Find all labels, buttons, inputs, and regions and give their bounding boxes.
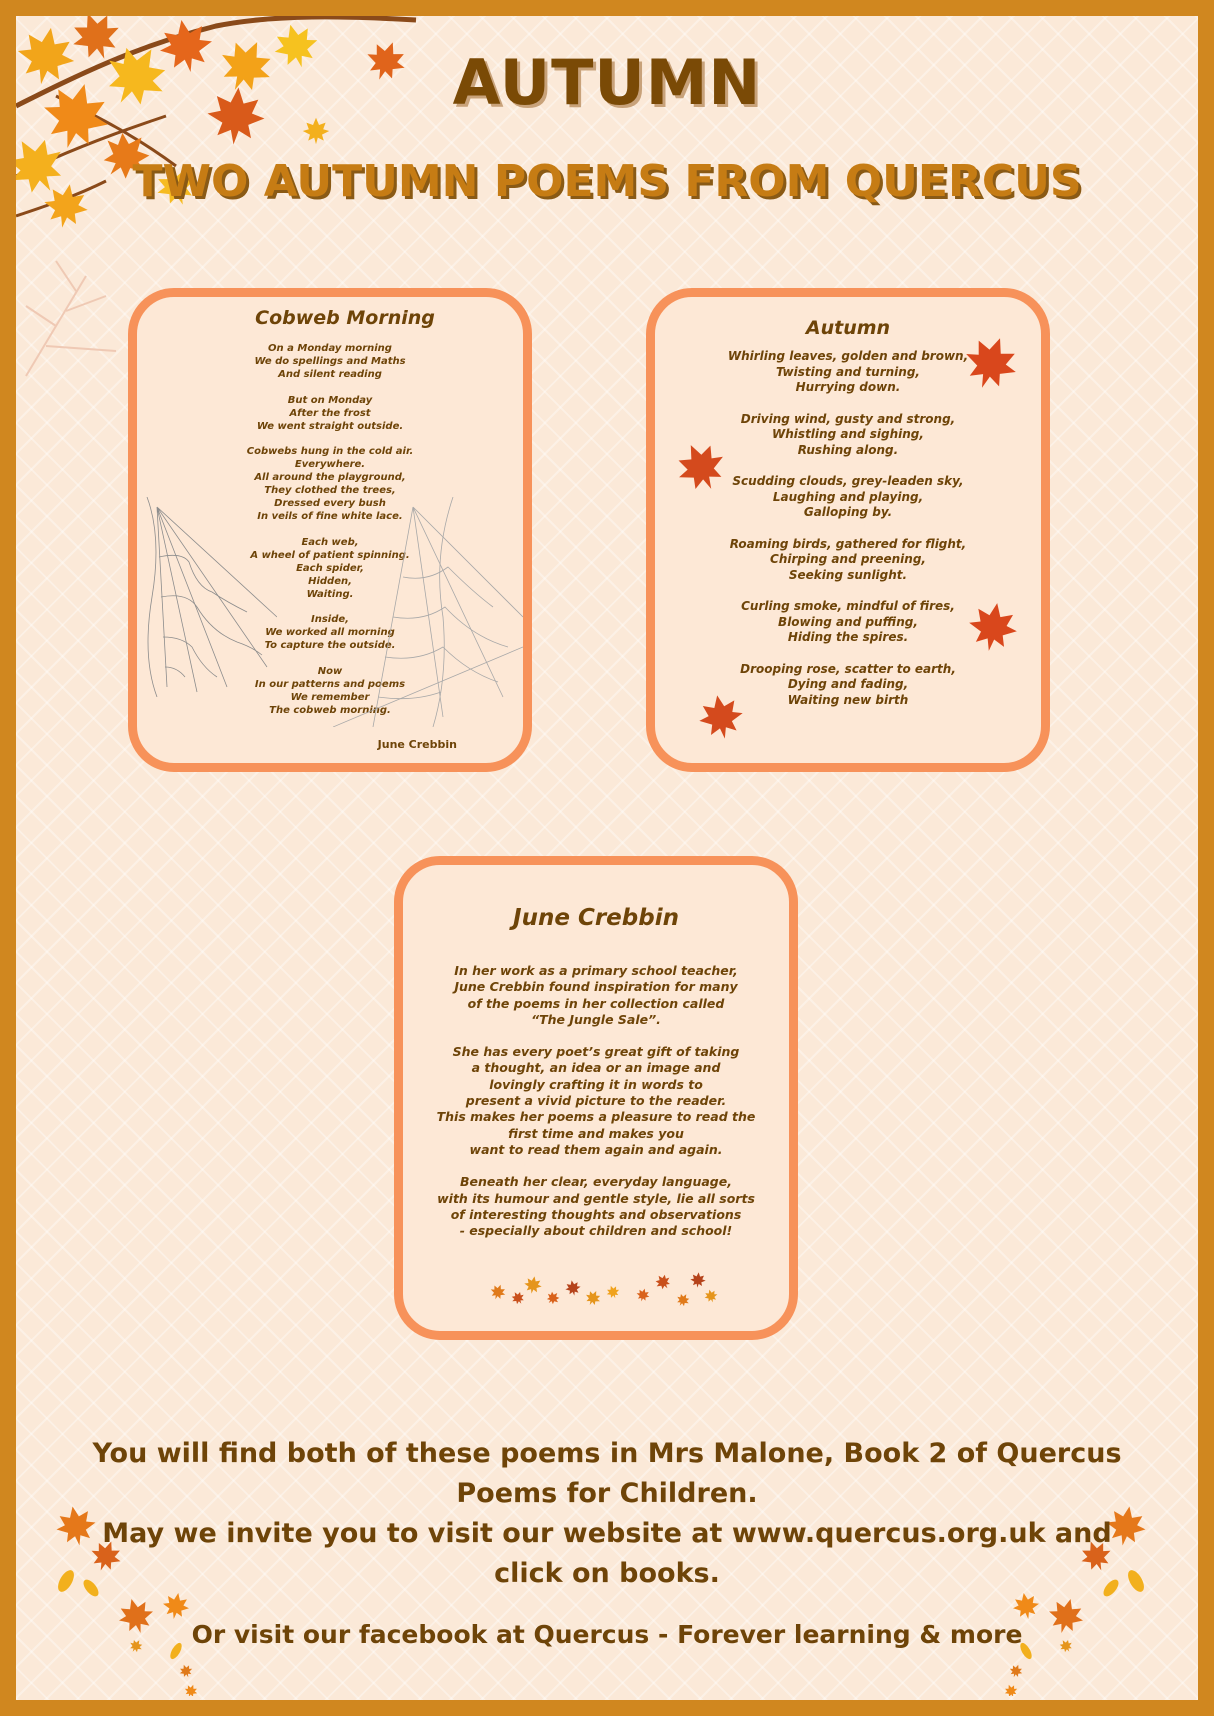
page-subtitle: TWO AUTUMN POEMS FROM QUERCUS [132, 156, 1082, 207]
page-title: AUTUMN [452, 46, 762, 119]
bio-body [403, 963, 789, 1239]
poem1-stanza: Now In our patterns and poems We remember The cobweb morning. [254, 666, 406, 716]
footer-line-book: You will find both of these poems in Mrs Malone, Book 2 of Quercus Poems for Children. [92, 1438, 1122, 1509]
poem1-stanza: Inside, We worked all morning To capture the outside. [264, 614, 396, 652]
scattered-leaves-decoration [483, 1270, 723, 1310]
poem2-stanza: Driving wind, gusty and strong, Whistling and sighing, Rushing along. [740, 411, 956, 457]
cobweb-right-decoration [333, 497, 523, 727]
red-leaf-icon [963, 597, 1023, 657]
poem2-stanza: Drooping rose, scatter to earth, Dying and fading, Waiting new birth [740, 661, 956, 707]
poem-card-autumn [646, 288, 1050, 772]
poem1-stanza: But on Monday After the frost We went straight outside. [256, 394, 404, 432]
footer-book-info [76, 1434, 1138, 1594]
red-leaf-icon [671, 437, 731, 497]
red-leaf-icon [961, 333, 1021, 393]
bio-title: June Crebbin [513, 905, 679, 931]
footer-line-website: May we invite you to visit our website at www.quercus.org.uk and click on books. [102, 1518, 1112, 1589]
bio-card-june-crebbin [394, 856, 798, 1340]
footer-facebook: Or visit our facebook at Quercus - Forever learning & more [191, 1620, 1023, 1649]
bio-paragraph: She has every poet’s great gift of taking a thought, an idea or an image and lovingly crafting it in words to present a vivid picture to the reader. This makes her poems a pleasure to read the first time and makes you want to read them again and again. [436, 1044, 756, 1157]
poem2-stanza: Roaming birds, gathered for flight, Chirping and preening, Seeking sunlight. [729, 536, 967, 582]
bio-paragraph: In her work as a primary school teacher, June Crebbin found inspiration for many of the poems in her collection called “The Jungle Sale”. [454, 963, 738, 1027]
poem-card-cobweb-morning [128, 288, 532, 772]
poem1-stanza: Cobwebs hung in the cold air. Everywhere. All around the playground, They clothed the trees, Dressed every bush In veils of fine white lace. [246, 446, 414, 522]
poem2-title: Autumn [805, 317, 891, 339]
bio-paragraph: Beneath her clear, everyday language, with its humour and gentle style, lie all sorts of interesting thoughts and observations - especially about children and school! [437, 1174, 755, 1239]
red-leaf-icon [691, 687, 751, 747]
poem1-title: Cobweb Morning [255, 307, 435, 329]
poem2-stanza: Scudding clouds, grey-leaden sky, Laughing and playing, Galloping by. [732, 474, 964, 519]
poem1-author: June Crebbin [377, 738, 457, 751]
poem2-stanza: Curling smoke, mindful of fires, Blowing and puffing, Hiding the spires. [741, 599, 955, 644]
poem1-stanza: On a Monday morning We do spellings and Maths And silent reading [254, 343, 406, 380]
poem2-stanza: Whirling leaves, golden and brown, Twisting and turning, Hurrying down. [727, 349, 969, 394]
poster-page [16, 16, 1198, 1700]
poem1-stanza: Each web, A wheel of patient spinning. Each spider, Hidden, Waiting. [250, 536, 410, 600]
faint-twig-decoration [16, 256, 136, 386]
cobweb-left-decoration [137, 497, 277, 697]
